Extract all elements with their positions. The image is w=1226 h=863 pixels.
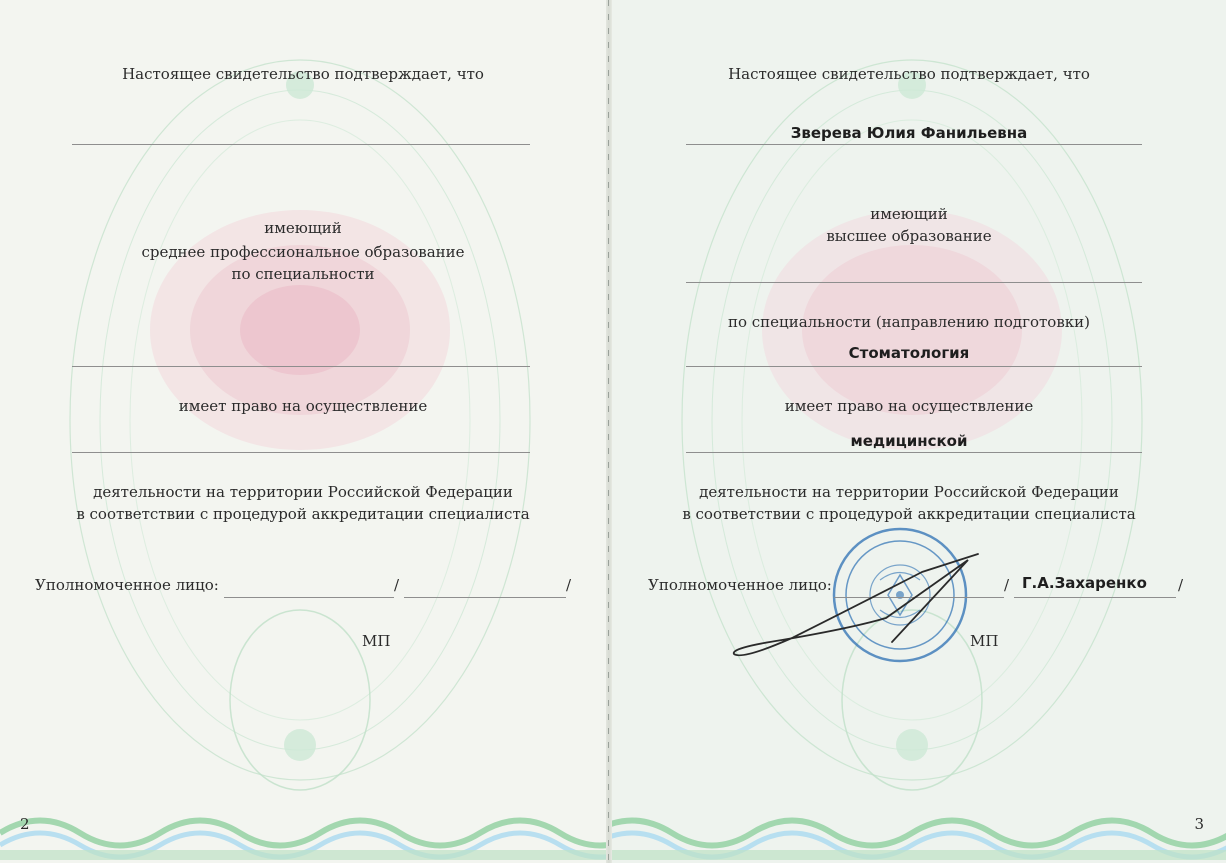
- spine-stitching: [608, 0, 609, 863]
- having-text: имеющий: [870, 205, 948, 223]
- authorized-label: Уполномоченное лицо:: [648, 576, 832, 594]
- slash-separator: /: [1004, 576, 1010, 594]
- intro-text: Настоящее свидетельство подтверждает, что: [728, 65, 1090, 83]
- right-to-text: имеет право на осуществление: [178, 397, 428, 415]
- name-sign-line: [404, 597, 566, 598]
- name-sign-line: [1014, 597, 1176, 598]
- activity-text-1: деятельности на территории Российской Федерации: [699, 483, 1119, 501]
- slash-separator-end: /: [1178, 576, 1184, 594]
- slash-separator: /: [394, 576, 400, 594]
- right-to-text: имеет право на осуществление: [784, 397, 1034, 415]
- education-line: [686, 282, 1142, 283]
- activity-text-1: деятельности на территории Российской Федерации: [93, 483, 513, 501]
- stamp-place-label: МП: [362, 632, 391, 650]
- left-page: [0, 0, 606, 863]
- activity-type-value: медицинской: [850, 432, 968, 450]
- stamp-place-label: МП: [970, 632, 999, 650]
- by-specialty-text: по специальности: [231, 265, 375, 283]
- education-level-text: среднее профессиональное образование: [141, 243, 465, 261]
- handwritten-signature: [722, 548, 982, 668]
- education-level-text: высшее образование: [826, 227, 992, 245]
- right-page: [612, 0, 1226, 863]
- specialty-line: [72, 366, 530, 367]
- page-number: 3: [1194, 815, 1204, 833]
- authorized-label: Уполномоченное лицо:: [35, 576, 219, 594]
- page-number: 2: [20, 815, 30, 833]
- activity-line: [686, 452, 1142, 453]
- activity-text-2: в соответствии с процедурой аккредитации специалиста: [682, 505, 1136, 523]
- signature-line: [224, 597, 394, 598]
- guilloche-background: [0, 0, 606, 863]
- decorative-border-band: [612, 803, 1226, 863]
- specialty-line: [686, 366, 1142, 367]
- name-line: [72, 144, 530, 145]
- name-line: [686, 144, 1142, 145]
- activity-text-2: в соответствии с процедурой аккредитации специалиста: [76, 505, 530, 523]
- activity-line: [72, 452, 530, 453]
- specialty-value: Стоматология: [848, 344, 970, 362]
- slash-separator-end: /: [566, 576, 572, 594]
- intro-text: Настоящее свидетельство подтверждает, что: [122, 65, 484, 83]
- holder-full-name: Зверева Юлия Фанильевна: [790, 124, 1028, 142]
- by-specialty-text: по специальности (направлению подготовки): [727, 313, 1090, 331]
- signatory-name: Г.А.Захаренко: [1022, 574, 1147, 592]
- having-text: имеющий: [264, 219, 342, 237]
- decorative-border-band: [0, 803, 606, 863]
